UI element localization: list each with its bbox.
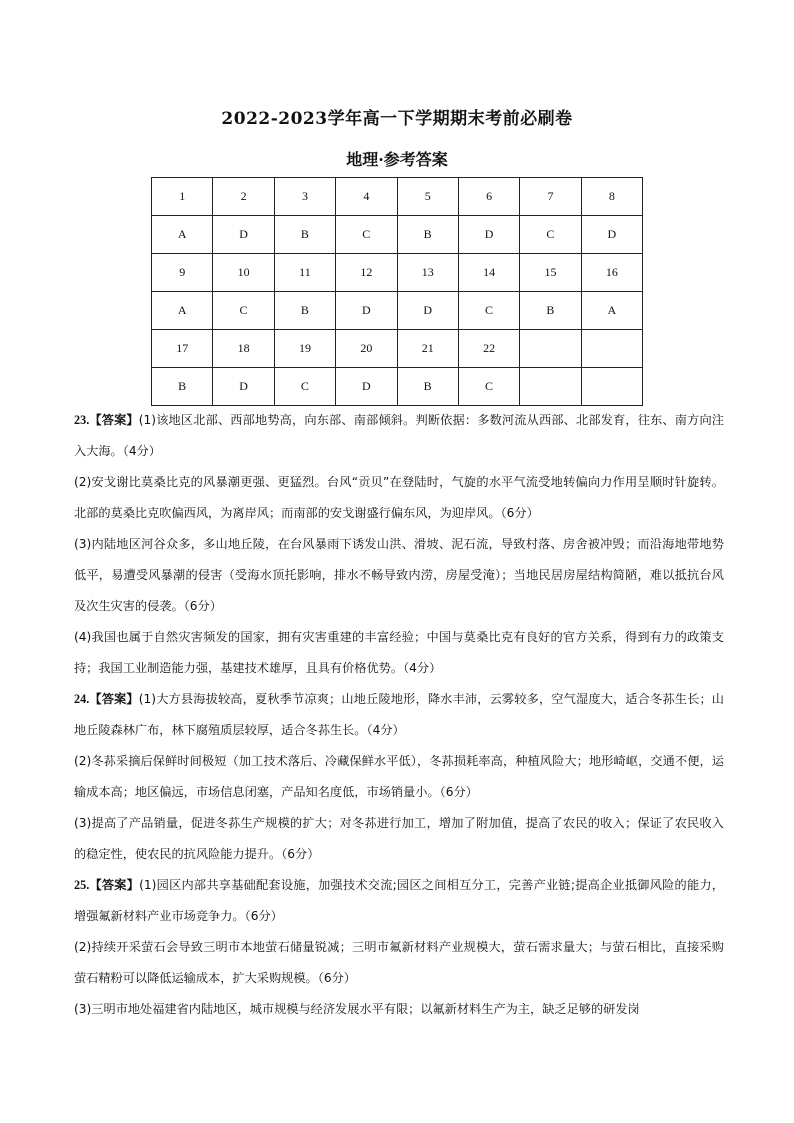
- answer-table-cell: C: [458, 292, 519, 330]
- answer-table-cell: B: [274, 292, 335, 330]
- answer-text: (1)园区内部共享基础配套设施，加强技术交流;园区之间相互分工，完善产业链;提高企业抵御风险的能力，增强氟新材料产业市场竞争力。（6分）: [74, 878, 724, 923]
- answer-table-cell: 14: [458, 254, 519, 292]
- answer-table-cell: 17: [152, 330, 213, 368]
- answer-table-cell: 21: [397, 330, 458, 368]
- question-number: 23.: [74, 413, 90, 427]
- answer-text: (1)大方县海拔较高，夏秋季节凉爽；山地丘陵地形，降水丰沛，云雾较多，空气湿度大，适合冬荪生长；山地丘陵森林广布，林下腐殖质层较厚，适合冬荪生长。（4分）: [74, 692, 724, 737]
- answer-table-row: [152, 216, 643, 254]
- answer-tag: 【答案】: [89, 878, 140, 892]
- answer-24-part-3: (3)提高了产品销量，促进冬荪生产规模的扩大；对冬荪进行加工，增加了附加值，提高了农民的收入；保证了农民收入的稳定性，使农民的抗风险能力提升。（6分）: [74, 816, 724, 861]
- answer-table-cell: 11: [274, 254, 335, 292]
- answer-table-cell: 6: [458, 178, 519, 216]
- answer-table-cell: C: [336, 216, 397, 254]
- answer-table-cell: 10: [213, 254, 274, 292]
- answer-table-row: [152, 178, 643, 216]
- answer-table-cell: C: [274, 368, 335, 406]
- answer-table-cell: 22: [458, 330, 519, 368]
- answer-table-cell: B: [397, 216, 458, 254]
- answer-table-cell: B: [520, 292, 581, 330]
- answer-24-part-2: (2)冬荪采摘后保鲜时间极短（加工技术落后、冷藏保鲜水平低），冬荪损耗率高，种植风险大；地形崎岖，交通不便，运输成本高；地区偏远，市场信息闭塞，产品知名度低，市场销量小。（6分）: [74, 754, 724, 799]
- answer-table-cell: C: [458, 368, 519, 406]
- answer-table-cell: 13: [397, 254, 458, 292]
- answer-table-cell: 19: [274, 330, 335, 368]
- answer-23-part-2: (2)安戈谢比莫桑比克的风暴潮更强、更猛烈。台风“贡贝”在登陆时，气旋的水平气流受地转偏向力作用呈顺时针旋转。北部的莫桑比克吹偏西风，为离岸风；而南部的安戈谢盛行偏东风，为迎岸风。（6分）: [74, 475, 724, 520]
- answer-table-cell: B: [152, 368, 213, 406]
- answer-tag: 【答案】: [89, 413, 139, 427]
- answer-25-part-3: (3)三明市地处福建省内陆地区，城市规模与经济发展水平有限；以氟新材料生产为主，缺乏足够的研发岗: [74, 1002, 640, 1016]
- answer-table-cell: 20: [336, 330, 397, 368]
- answer-table-cell: 5: [397, 178, 458, 216]
- answer-25-part-2: (2)持续开采萤石会导致三明市本地萤石储量锐减；三明市氟新材料产业规模大，萤石需求量大；与萤石相比，直接采购萤石精粉可以降低运输成本，扩大采购规模。（6分）: [74, 940, 724, 985]
- answer-table-cell: 16: [581, 254, 642, 292]
- answer-text: (1)该地区北部、西部地势高，向东部、南部倾斜。判断依据：多数河流从西部、北部发育，往东、南方向注入大海。（4分）: [74, 413, 724, 458]
- answer-table-cell: D: [336, 368, 397, 406]
- answer-table-cell: [581, 368, 642, 406]
- answer-table-cell: 2: [213, 178, 274, 216]
- answer-table-cell: A: [152, 216, 213, 254]
- answer-table-cell: B: [397, 368, 458, 406]
- answer-table-cell: A: [152, 292, 213, 330]
- answer-table-row: [152, 254, 643, 292]
- answer-table-cell: A: [581, 292, 642, 330]
- answer-table-cell: 4: [336, 178, 397, 216]
- answer-table-cell: C: [520, 216, 581, 254]
- answer-table-cell: [581, 330, 642, 368]
- answer-table-row: [152, 330, 643, 368]
- answer-table-row: [152, 368, 643, 406]
- answer-table-cell: [520, 368, 581, 406]
- answer-23-part-4: (4)我国也属于自然灾害频发的国家，拥有灾害重建的丰富经验；中国与莫桑比克有良好的官方关系，得到有力的政策支持；我国工业制造能力强，基建技术雄厚，且具有价格优势。（4分）: [74, 630, 724, 675]
- question-number: 24.: [74, 692, 90, 706]
- answer-table-cell: D: [336, 292, 397, 330]
- page-subtitle: 地理·参考答案: [346, 150, 448, 169]
- answer-table-cell: 12: [336, 254, 397, 292]
- answer-tag: 【答案】: [89, 692, 139, 706]
- answer-table-cell: 18: [213, 330, 274, 368]
- answer-table-cell: D: [397, 292, 458, 330]
- answer-table-cell: C: [213, 292, 274, 330]
- answer-table-cell: B: [274, 216, 335, 254]
- question-number: 25.: [74, 878, 90, 892]
- answer-table-row: [152, 292, 643, 330]
- answer-table-cell: 15: [520, 254, 581, 292]
- answer-table-cell: 9: [152, 254, 213, 292]
- answer-key-table: [151, 177, 643, 406]
- answer-table-cell: D: [213, 216, 274, 254]
- answer-table-cell: 3: [274, 178, 335, 216]
- answer-table-cell: [520, 330, 581, 368]
- answer-table-cell: D: [458, 216, 519, 254]
- answer-table-cell: D: [581, 216, 642, 254]
- answer-25-part-1: [74, 870, 724, 932]
- answer-24-part-1: [74, 684, 724, 746]
- answer-23-part-3: (3)内陆地区河谷众多，多山地丘陵，在台风暴雨下诱发山洪、滑坡、泥石流，导致村落、房舍被冲毁；而沿海地带地势低平，易遭受风暴潮的侵害（受海水顶托影响，排水不畅导致内涝，房屋受淹）；当地民居房屋结构简陋，难以抵抗台风及次生灾害的侵袭。（6分）: [74, 537, 724, 613]
- answer-table-cell: 8: [581, 178, 642, 216]
- answer-table-cell: D: [213, 368, 274, 406]
- answer-table-cell: 7: [520, 178, 581, 216]
- answer-23-part-1: [74, 405, 724, 467]
- page-title: 2022-2023学年高一下学期期末考前必刷卷: [221, 109, 573, 129]
- answer-table-cell: 1: [152, 178, 213, 216]
- answer-explanations: [74, 405, 724, 1025]
